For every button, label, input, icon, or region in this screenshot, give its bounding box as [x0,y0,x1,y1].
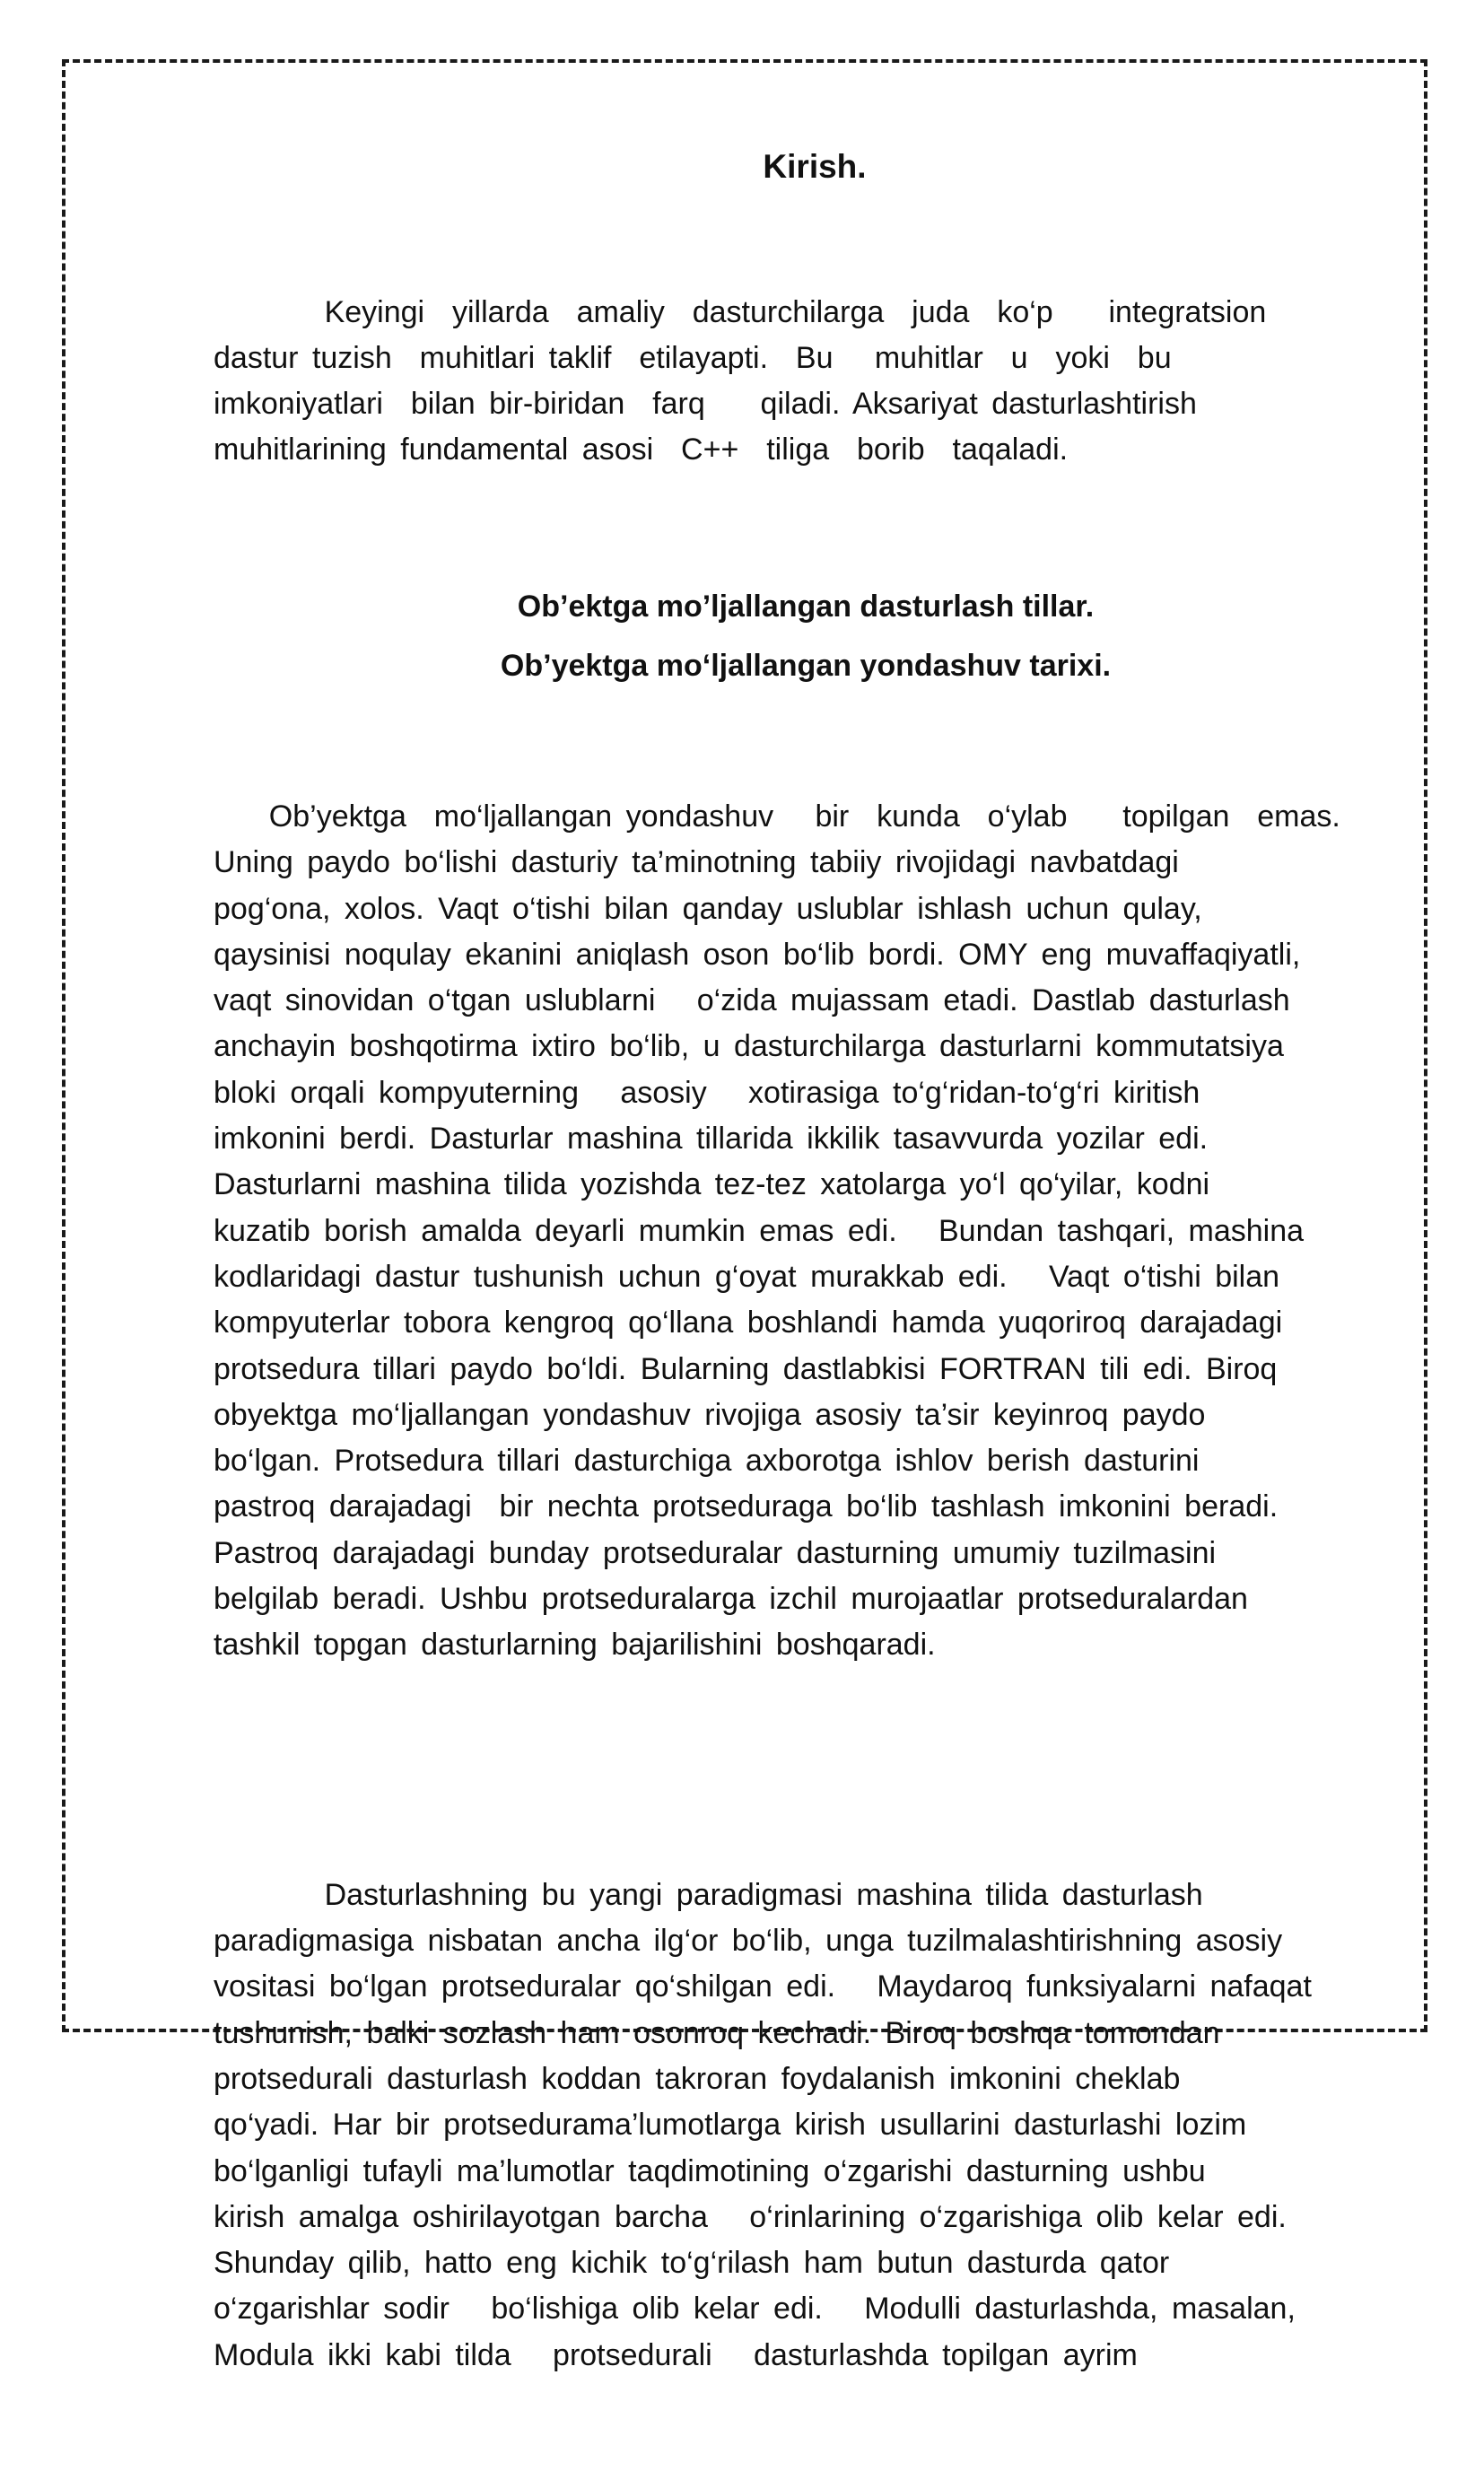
text-line: bo‘lgan. Protsedura tillari dasturchiga axborotga ishlov berish dasturini [214,1444,1200,1479]
section-heading: Ob’ektga mo’ljallangan dasturlash tillar. [517,589,1095,624]
text-line: dastur tuzish muhitlari taklif etilayapti. Bu muhitlar u yoki bu [214,340,1172,375]
text-line: Uning paydo bo‘lishi dasturiy ta’minotning tabiiy rivojidagi navbatdagi [214,845,1179,880]
text-line: bo‘lganligi tufayli ma’lumotlar taqdimotining o‘zgarishi dasturning ushbu [214,2153,1206,2188]
text-line: Shunday qilib, hatto eng kichik to‘g‘rilash ham butun dasturda qator [214,2246,1170,2281]
text-line: Modula ikki kabi tilda protsedurali dasturlashda topilgan ayrim [214,2337,1138,2372]
text-line: pog‘ona, xolos. Vaqt o‘tishi bilan qanday uslublar ishlash uchun qulay, [214,891,1202,926]
text-line: kirish amalga oshirilayotgan barcha o‘rinlarining o‘zgarishiga olib kelar edi. [214,2199,1287,2234]
text-line: tashkil topgan dasturlarning bajarilishini boshqaradi. [214,1628,936,1663]
text-line: qo‘yadi. Har bir protsedurama’lumotlarga kirish usullarini dasturlashi lozim [214,2108,1247,2143]
page-title: Kirish. [763,148,867,185]
document-body [214,144,1398,2471]
text-line: anchayin boshqotirma ixtiro bo‘lib, u dasturchilarga dasturlarni kommutatsiya [214,1029,1284,1064]
text-line: imkoniyatlari bilan bir-biridan farq qiladi. Aksariyat dasturlashtirish [214,387,1197,422]
text-line: vositasi bo‘lgan protseduralar qo‘shilgan edi. Maydaroq funksiyalarni nafaqat [214,1969,1312,2004]
section-subheading: Ob’yektga mo‘ljallangan yondashuv tarixi. [500,649,1112,684]
text-line: kuzatib borish amalda deyarli mumkin emas edi. Bundan tashqari, mashina [214,1213,1305,1248]
text-line: Dasturlarni mashina tilida yozishda tez-tez xatolarga yo‘l qo‘yilar, kodni [214,1167,1210,1202]
text-line: qaysinisi noqulay ekanini aniqlash oson bo‘lib bordi. OMY eng muvaffaqiyatli, [214,937,1301,972]
text-line: tushunish, balki sozlash ham osonroq kechadi. Biroq boshqa tomondan [214,2015,1220,2050]
text-line: pastroq darajadagi bir nechta protseduraga bo‘lib tashlash imkonini beradi. [214,1489,1279,1524]
text-line: bloki orqali kompyuterning asosiy xotirasiga to‘g‘ridan-to‘g‘ri kiritish [214,1075,1200,1110]
text-line: protsedurali dasturlash koddan takroran foydalanish imkonini cheklab [214,2061,1181,2096]
text-line: Keyingi yillarda amaliy dasturchilarga juda ko‘p integratsion [214,294,1267,329]
body-paragraph-2 [214,1780,1398,2470]
text-line: Ob’yektga mo‘ljallangan yondashuv bir kunda o‘ylab topilgan emas. [214,799,1340,834]
text-line: kompyuterlar tobora kengroq qo‘llana boshlandi hamda yuqoriroq darajadagi [214,1305,1283,1340]
intro-paragraph [214,197,1398,565]
text-line: kodlaridagi dastur tushunish uchun g‘oyat murakkab edi. Vaqt o‘tishi bilan [214,1259,1280,1294]
text-line: obyektga mo‘ljallangan yondashuv rivojiga asosiy ta’sir keyinroq paydo [214,1397,1206,1432]
text-line: o‘zgarishlar sodir bo‘lishiga olib kelar edi. Modulli dasturlashda, masalan, [214,2292,1296,2327]
text-line: paradigmasiga nisbatan ancha ilg‘or bo‘lib, unga tuzilmalashtirishning asosiy [214,1924,1283,1959]
text-line: vaqt sinovidan o‘tgan uslublarni o‘zida mujassam etadi. Dastlab dasturlash [214,983,1290,1018]
text-line: belgilab beradi. Ushbu protseduralarga izchil murojaatlar protseduralardan [214,1582,1248,1617]
text-line: imkonini berdi. Dasturlar mashina tillarida ikkilik tasavvurda yozilar edi. [214,1122,1209,1157]
text-line: Pastroq darajadagi bunday protseduralar dasturning umumiy tuzilmasini [214,1535,1217,1570]
text-line: muhitlarining fundamental asosi C++ tiliga borib taqaladi. [214,432,1069,467]
body-paragraph-1 [214,702,1398,1760]
text-line: protsedura tillari paydo bo‘ldi. Bularning dastlabkisi FORTRAN tili edi. Biroq [214,1351,1278,1386]
text-line: Dasturlashning bu yangi paradigmasi mashina tilida dasturlash [214,1877,1203,1912]
